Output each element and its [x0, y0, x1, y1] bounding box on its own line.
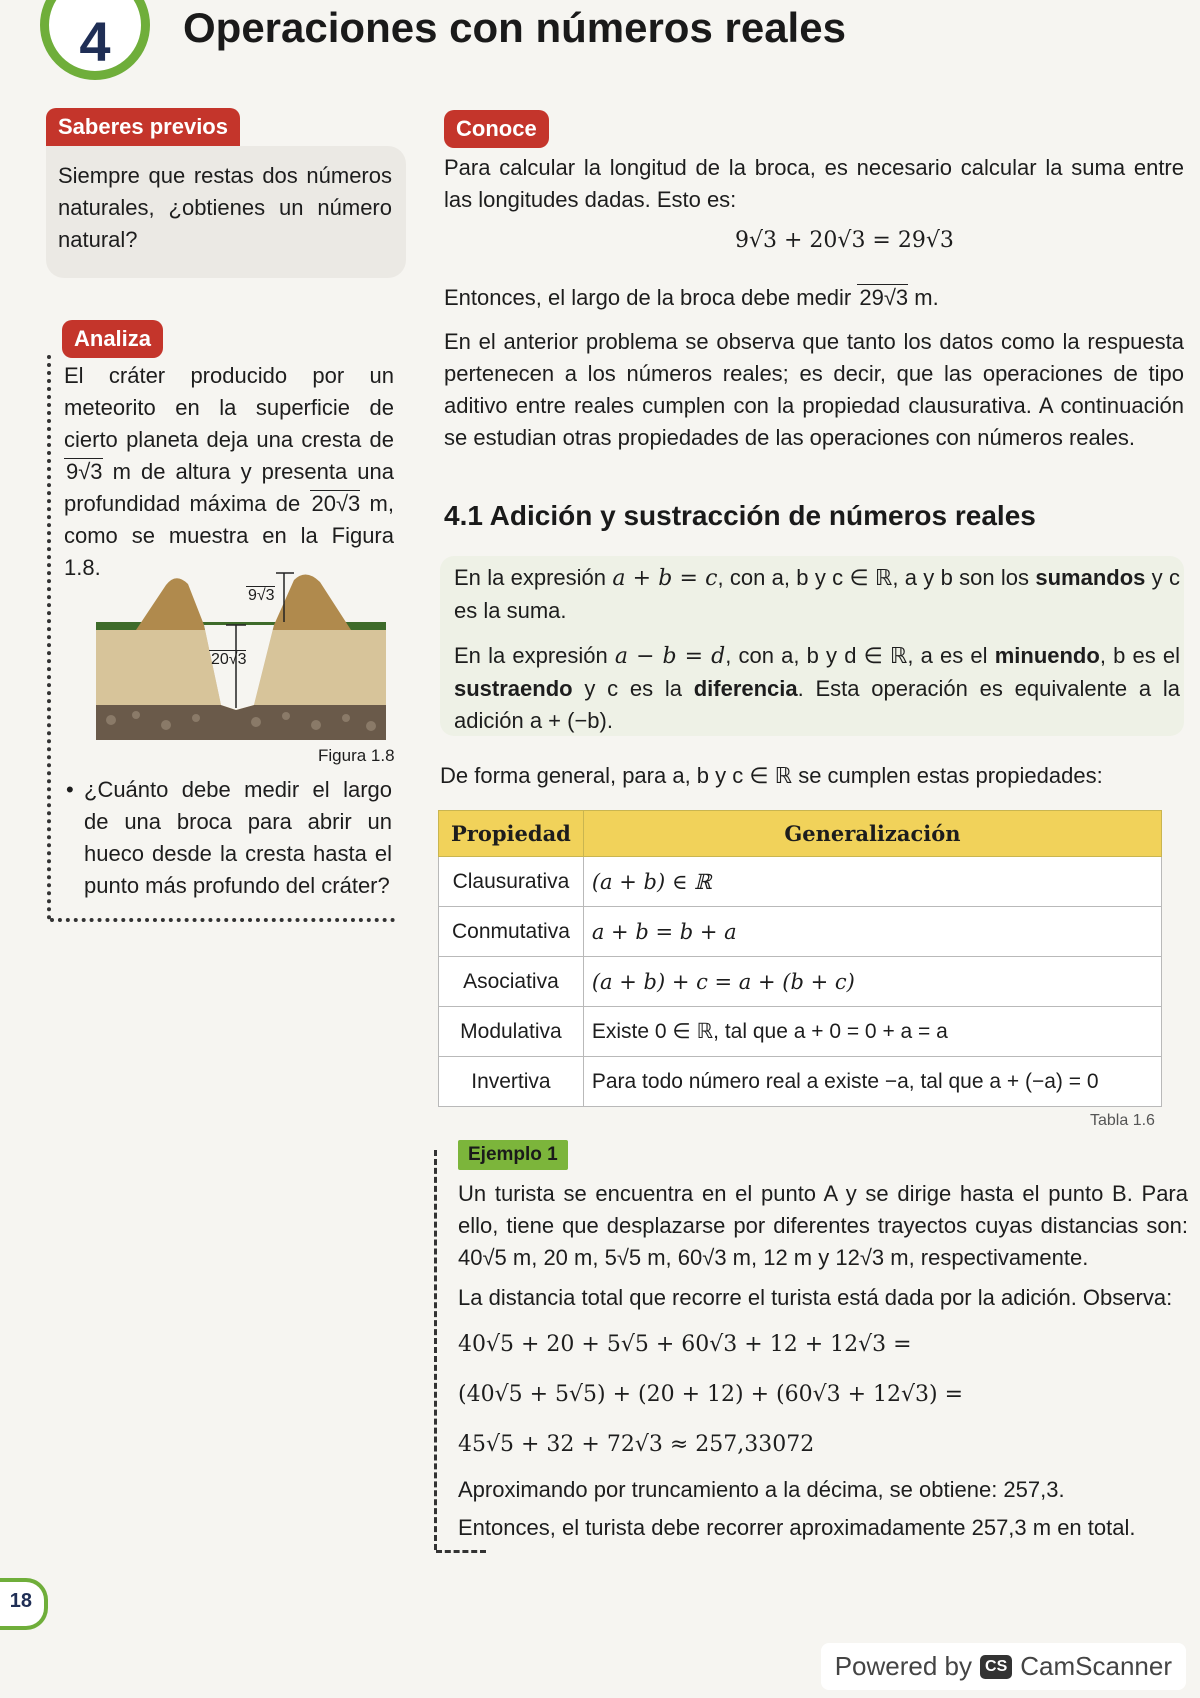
general-statement: De forma general, para a, b y c ∈ ℝ se cumplen estas propiedades:: [440, 763, 1103, 788]
figure-caption: Figura 1.8: [318, 746, 395, 765]
ejemplo-equation-2: (40√5 + 5√5) + (20 + 12) + (60√3 + 12√3) =: [458, 1382, 964, 1407]
page-number: 18: [9, 1590, 32, 1612]
analiza-border-bottom: [50, 918, 395, 922]
page-number-badge: [0, 1578, 48, 1630]
unit-number: 4: [79, 10, 111, 73]
conoce-paragraph-2: Entonces, el largo de la broca debe medir 29√3 m.: [444, 285, 939, 310]
camscanner-logo-icon: CS: [980, 1655, 1012, 1679]
ejemplo-tag: Ejemplo 1: [458, 1140, 568, 1170]
ejemplo-border-bottom: [436, 1550, 486, 1553]
table-cell-property: Asociativa: [439, 957, 584, 1007]
definition-suma: En la expresión a + b = c, con a, b y c ∈ ℝ, a y b son los sumandos y c es la suma.: [454, 565, 1180, 623]
analiza-tag-wrap: [62, 320, 163, 358]
ejemplo-paragraph-3: Aproximando por truncamiento a la décima, se obtiene: 257,3.: [458, 1477, 1065, 1502]
analiza-question: • ¿Cuánto debe medir el largo de una broca para abrir un hueco desde la cresta hasta el punto más profundo del cráter?: [66, 777, 392, 898]
ejemplo-tag-wrap: [458, 1140, 568, 1170]
table-header-cell: Propiedad: [439, 811, 584, 857]
table-cell-generalization: (a + b) + c = a + (b + c): [583, 957, 1161, 1007]
ejemplo-paragraph-2: La distancia total que recorre el turista está dada por la adición. Observa:: [458, 1285, 1173, 1310]
table-cell-generalization: (a + b) ∈ ℝ: [583, 857, 1161, 907]
ejemplo-paragraph-1: Un turista se encuentra en el punto A y se dirige hasta el punto B. Para ello, tiene que desplazarse por diferentes trayectos cuyas distancias son: 40√5 m, 20 m, 5√5 m, 60√3 m, 12 m y 12√3 m, respectivamente.: [458, 1181, 1188, 1270]
properties-table-wrap: [438, 810, 1162, 1107]
table-caption: Tabla 1.6: [1090, 1112, 1155, 1129]
saberes-previos-section: [46, 108, 406, 278]
properties-table: [438, 810, 1162, 1107]
table-cell-generalization: a + b = b + a: [583, 907, 1161, 957]
ejemplo-border-left: [434, 1150, 437, 1550]
table-row: [439, 1057, 1162, 1107]
figure-label-profundidad: 20√3: [211, 651, 247, 668]
saberes-previos-text: Siempre que restas dos números naturales, ¿obtienes un número natural?: [46, 146, 406, 278]
conoce-paragraph-1: Para calcular la longitud de la broca, es necesario calcular la suma entre las longitudes dadas. Esto es:: [444, 155, 1184, 212]
table-cell-generalization: Existe 0 ∈ ℝ, tal que a + 0 = 0 + a = a: [583, 1007, 1161, 1057]
analiza-tag: Analiza: [62, 320, 163, 358]
saberes-previos-tag: Saberes previos: [46, 108, 240, 146]
analiza-border-left: [47, 355, 51, 920]
table-cell-generalization: Para todo número real a existe −a, tal que a + (−a) = 0: [583, 1057, 1161, 1107]
figure-label-cresta: 9√3: [248, 587, 275, 604]
crater-figure: [96, 570, 386, 740]
table-cell-property: Modulativa: [439, 1007, 584, 1057]
conoce-equation: 9√3 + 20√3 = 29√3: [735, 228, 954, 253]
conoce-paragraph-3: En el anterior problema se observa que tanto los datos como la respuesta pertenecen a los números reales; es decir, que las operaciones de tipo aditivo entre reales cumplen con la propiedad clausurativa. A continuación se estudian otras propiedades de las operaciones con números reales.: [444, 329, 1184, 450]
profundidad-value: 20√3: [311, 491, 361, 516]
table-row: [439, 957, 1162, 1007]
conoce-tag-wrap: [444, 110, 549, 148]
table-cell-property: Clausurativa: [439, 857, 584, 907]
table-cell-property: Invertiva: [439, 1057, 584, 1107]
ejemplo-equation-3: 45√5 + 32 + 72√3 ≈ 257,33072: [458, 1432, 815, 1457]
table-header-row: [439, 811, 1162, 857]
chapter-title: Operaciones con números reales: [183, 4, 846, 51]
table-header-cell: Generalización: [583, 811, 1161, 857]
cresta-value: 9√3: [66, 459, 103, 484]
unit-badge: [40, 0, 150, 80]
analiza-text: El cráter producido por un meteorito en la superficie de cierto planeta deja una cresta de 9√3 m de altura y presenta una profundidad máxima de 20√3 m, como se muestra en la Figura 1.8.: [64, 363, 394, 580]
definition-diferencia: En la expresión a − b = d, con a, b y d ∈ ℝ, a es el minuendo, b es el sustraendo y c es la diferencia. Esta operación es equivalente a la adición a + (−b).: [454, 643, 1181, 733]
table-row: [439, 1007, 1162, 1057]
watermark-prefix: Powered by: [834, 1651, 973, 1681]
ejemplo-paragraph-4: Entonces, el turista debe recorrer aproximadamente 257,3 m en total.: [458, 1515, 1136, 1540]
section-title: 4.1 Adición y sustracción de números reales: [444, 500, 1036, 531]
ejemplo-equation-1: 40√5 + 20 + 5√5 + 60√3 + 12 + 12√3 =: [458, 1332, 912, 1357]
table-row: [439, 857, 1162, 907]
camscanner-watermark: [821, 1643, 1186, 1690]
conoce-tag: Conoce: [444, 110, 549, 148]
table-row: [439, 907, 1162, 957]
watermark-brand: CamScanner: [1020, 1651, 1172, 1681]
table-cell-property: Conmutativa: [439, 907, 584, 957]
